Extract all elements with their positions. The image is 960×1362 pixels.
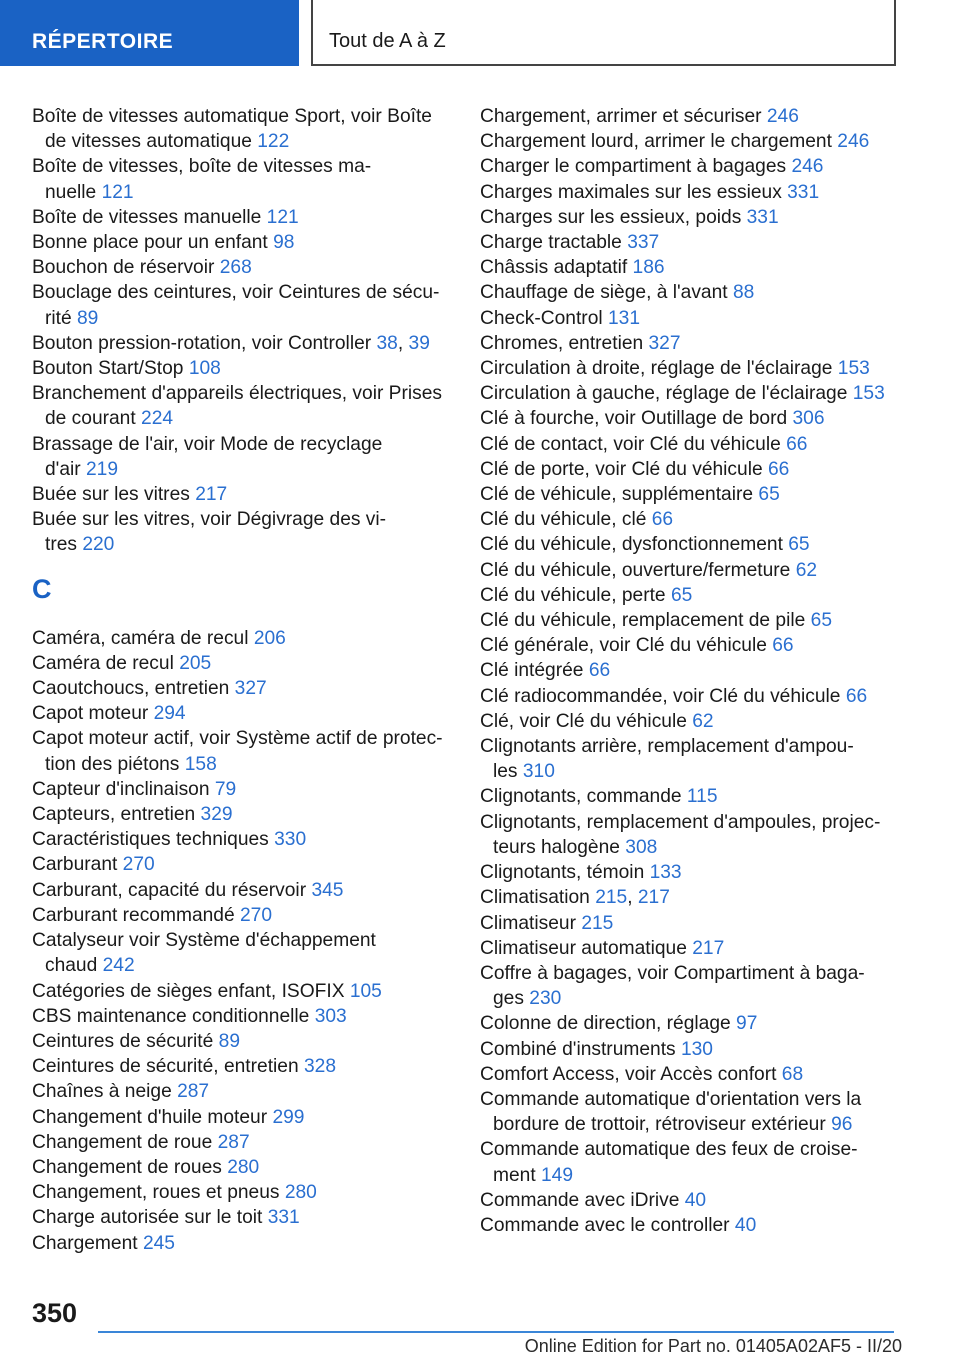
entry-text: les: [493, 761, 518, 783]
entry-text: tres: [45, 534, 77, 556]
index-entry: [480, 1188, 900, 1213]
page-reference-link[interactable]: 294: [153, 703, 186, 725]
page-reference-link[interactable]: 62: [692, 710, 714, 732]
entry-text: Changement d'huile moteur: [32, 1106, 268, 1128]
index-entry: [480, 280, 900, 305]
entry-text: Boîte de vitesses manuelle: [32, 206, 262, 228]
entry-text: Ceintures de sécurité: [32, 1030, 214, 1052]
page-reference-link[interactable]: 158: [184, 753, 217, 775]
entry-text: Clé générale, voir Clé du véhicule: [480, 635, 767, 657]
entry-text: Commande avec le controller: [480, 1214, 730, 1236]
index-entry: [480, 1087, 900, 1137]
page-reference-link[interactable]: 287: [217, 1131, 250, 1153]
index-entry: [480, 1062, 900, 1087]
entry-text: Chargement: [32, 1232, 138, 1254]
entry-text: Clignotants, témoin: [480, 862, 645, 884]
index-entry: [480, 583, 900, 608]
index-entry: [480, 482, 900, 507]
index-entry: [480, 1037, 900, 1062]
entry-text: Caméra, caméra de recul: [32, 627, 249, 649]
entry-text: Capteurs, entretien: [32, 804, 196, 826]
index-group-b: [32, 104, 452, 558]
page-reference-link[interactable]: 40: [684, 1189, 707, 1211]
entry-text: Comfort Access, voir Accès confort: [480, 1063, 777, 1085]
index-entry: [32, 432, 452, 482]
entry-text: Chaînes à neige: [32, 1081, 172, 1103]
index-entry: [480, 532, 900, 557]
page-reference-link[interactable]: 105: [349, 980, 382, 1002]
index-entry: [480, 911, 900, 936]
entry-text: Bouchon de réservoir: [32, 257, 215, 279]
page-reference-link[interactable]: 79: [214, 778, 237, 800]
page-reference-link[interactable]: 287: [177, 1081, 210, 1103]
index-entry: [32, 280, 452, 330]
page-reference-link[interactable]: 328: [303, 1056, 336, 1078]
entry-text: Catalyseur voir Système d'échappement: [32, 930, 376, 952]
entry-text: rité: [45, 307, 72, 329]
page-reference-link[interactable]: 331: [746, 206, 779, 228]
index-entry: [32, 1231, 452, 1256]
page-reference-link[interactable]: 217: [195, 484, 228, 506]
page-reference-link[interactable]: 345: [311, 879, 344, 901]
entry-text: Combiné d'instruments: [480, 1038, 676, 1060]
entry-text: Climatisation: [480, 887, 590, 909]
page-reference-link[interactable]: 65: [810, 610, 832, 632]
page-reference-link[interactable]: 215: [581, 912, 614, 934]
page-reference-link[interactable]: 66: [845, 685, 868, 707]
entry-text: Clé du véhicule, ouverture/fermeture: [480, 559, 791, 581]
index-group-c: [32, 626, 452, 1256]
page-reference-link[interactable]: 38: [376, 332, 398, 354]
entry-text: Clé radiocommandée, voir Clé du véhicule: [480, 685, 841, 707]
entry-text: Commande automatique des feux de croise-: [480, 1139, 858, 1161]
entry-text: Clé du véhicule, dysfonctionnement: [480, 534, 783, 556]
entry-text: Charge tractable: [480, 232, 622, 254]
index-entry: [32, 928, 452, 978]
page-reference-link[interactable]: 186: [632, 257, 665, 279]
index-entry: [480, 432, 900, 457]
entry-text: Clé de véhicule, supplémentaire: [480, 484, 754, 506]
page-reference-link[interactable]: 330: [274, 829, 307, 851]
page-reference-link[interactable]: 219: [86, 458, 119, 480]
entry-text: ment: [493, 1164, 536, 1186]
entry-text: Buée sur les vitres, voir Dégivrage des vi-: [32, 509, 387, 531]
index-entry: [32, 1079, 452, 1104]
entry-text: Changement de roues: [32, 1156, 222, 1178]
index-entry: [480, 406, 900, 431]
index-entry: [32, 507, 452, 557]
page-reference-link[interactable]: 66: [767, 458, 790, 480]
index-entry: [480, 608, 900, 633]
entry-text: de vitesses automatique: [45, 131, 252, 153]
page-reference-link[interactable]: 270: [239, 904, 272, 926]
footer-divider: [98, 1331, 894, 1333]
page-reference-link[interactable]: 133: [649, 862, 682, 884]
page-reference-link[interactable]: 217: [637, 887, 670, 909]
entry-text: ges: [493, 988, 524, 1010]
index-entry: [32, 827, 452, 852]
index-entry: [32, 777, 452, 802]
entry-text: Clé du véhicule, remplacement de pile: [480, 610, 806, 632]
index-entry: [480, 658, 900, 683]
index-entry: [480, 230, 900, 255]
index-entry: [32, 626, 452, 651]
page-reference-link[interactable]: 306: [792, 408, 825, 430]
page-reference-link[interactable]: 246: [791, 156, 824, 178]
page-reference-link[interactable]: 205: [179, 652, 212, 674]
page-reference-link[interactable]: 40: [734, 1214, 757, 1236]
entry-text: Colonne de direction, réglage: [480, 1013, 731, 1035]
page-reference-link[interactable]: 153: [852, 383, 885, 405]
section-tab: RÉPERTOIRE: [0, 0, 299, 66]
index-column-right: [480, 104, 900, 1238]
index-entry: [480, 507, 900, 532]
page-reference-link[interactable]: 65: [670, 584, 693, 606]
page-reference-link[interactable]: 153: [837, 358, 870, 380]
page-reference-link[interactable]: 98: [273, 232, 295, 254]
page-reference-link[interactable]: 39: [408, 332, 430, 354]
page-reference-link[interactable]: 115: [686, 786, 718, 808]
index-entry: [32, 676, 452, 701]
page-reference-link[interactable]: 327: [648, 332, 681, 354]
index-entry: [480, 104, 900, 129]
entry-text: de courant: [45, 408, 136, 430]
page-number: 350: [32, 1298, 78, 1328]
page-reference-link[interactable]: 149: [541, 1164, 574, 1186]
entry-text: Climatiseur: [480, 912, 576, 934]
index-entry: [32, 255, 452, 280]
entry-text: Clé intégrée: [480, 660, 584, 682]
index-entry: [32, 1029, 452, 1054]
index-entry: [480, 784, 900, 809]
page-reference-link[interactable]: 65: [758, 484, 780, 506]
entry-text: Capot moteur actif, voir Système actif de protec-: [32, 728, 443, 750]
entry-text: chaud: [45, 955, 98, 977]
entry-text: teurs halogène: [493, 836, 620, 858]
page-reference-link[interactable]: 122: [257, 131, 290, 153]
index-entry: [480, 684, 900, 709]
page-reference-link[interactable]: 89: [218, 1030, 240, 1052]
page-reference-link[interactable]: 246: [766, 106, 799, 127]
entry-text: Carburant: [32, 854, 118, 876]
index-entry: [32, 903, 452, 928]
page-reference-link[interactable]: 66: [588, 660, 611, 682]
page-reference-link[interactable]: 66: [772, 635, 794, 657]
page-reference-link[interactable]: 327: [234, 678, 267, 700]
letter-heading: C: [32, 573, 52, 604]
entry-text: CBS maintenance conditionnelle: [32, 1005, 310, 1027]
index-entry: [32, 154, 452, 204]
page-reference-link[interactable]: 246: [837, 131, 870, 153]
entry-text: Clé du véhicule, clé: [480, 509, 647, 531]
page-reference-link[interactable]: 206: [253, 627, 286, 649]
entry-text: Bouton pression-rotation, voir Controller: [32, 332, 372, 354]
entry-text: Coffre à bagages, voir Compartiment à baga-: [480, 962, 865, 984]
index-entry: [32, 1004, 452, 1029]
index-entry: [480, 1011, 900, 1036]
index-entry: [32, 1130, 452, 1155]
index-entry: [480, 331, 900, 356]
index-entry: [480, 356, 900, 381]
index-entry: [32, 230, 452, 255]
entry-text: bordure de trottoir, rétroviseur extérieur: [493, 1114, 826, 1136]
index-entry: [480, 936, 900, 961]
page-reference-link[interactable]: 270: [122, 854, 155, 876]
entry-text: Caractéristiques techniques: [32, 829, 269, 851]
entry-text: Catégories de sièges enfant, ISOFIX: [32, 980, 345, 1002]
index-entry: [32, 1105, 452, 1130]
page-reference-link[interactable]: 66: [786, 433, 808, 455]
index-entry: [32, 482, 452, 507]
page-reference-link[interactable]: 130: [680, 1038, 713, 1060]
page-reference-link[interactable]: 331: [267, 1207, 300, 1229]
edition-footer: Online Edition for Part no. 01405A02AF5 - II/20: [524, 1336, 902, 1356]
page-reference-link[interactable]: 299: [272, 1106, 305, 1128]
entry-text: Commande avec iDrive: [480, 1189, 680, 1211]
entry-text: Capot moteur: [32, 703, 149, 725]
index-entry: [32, 726, 452, 776]
index-entry: Bouton pression-rotation, voir Controller 38, 39: [32, 332, 430, 354]
index-entry: [32, 205, 452, 230]
index-entry: [480, 734, 900, 784]
index-entry: [32, 701, 452, 726]
entry-text: Chargement, arrimer et sécuriser: [480, 106, 762, 127]
page-reference-link[interactable]: 96: [831, 1114, 853, 1136]
index-entry: [480, 381, 900, 406]
page-reference-link[interactable]: 131: [607, 307, 640, 329]
page-reference-link[interactable]: 217: [692, 937, 725, 959]
index-entry: [32, 651, 452, 676]
entry-text: d'air: [45, 458, 81, 480]
page-reference-link[interactable]: 331: [787, 181, 820, 203]
entry-text: Changement de roue: [32, 1131, 213, 1153]
index-entry: [480, 180, 900, 205]
entry-text: Ceintures de sécurité, entretien: [32, 1056, 299, 1078]
page-reference-link[interactable]: 337: [627, 232, 660, 254]
page-reference-link[interactable]: 215: [595, 887, 628, 909]
page-reference-link[interactable]: 89: [77, 307, 99, 329]
entry-text: Clé de porte, voir Clé du véhicule: [480, 458, 763, 480]
index-entry: [480, 709, 900, 734]
page-reference-link[interactable]: 268: [219, 257, 252, 279]
index-entry: [480, 860, 900, 885]
index-entry: [32, 1054, 452, 1079]
index-entry: [480, 154, 900, 179]
entry-text: Commande automatique d'orientation vers la: [480, 1088, 862, 1110]
page-reference-link[interactable]: 329: [200, 804, 233, 826]
entry-text: Clé à fourche, voir Outillage de bord: [480, 408, 788, 430]
index-group-c-continued: [480, 104, 900, 1238]
entry-text: Chromes, entretien: [480, 332, 644, 354]
index-entry: [32, 1155, 452, 1180]
entry-text: Clé du véhicule, perte: [480, 584, 666, 606]
entry-text: tion des piétons: [45, 753, 180, 775]
entry-text: Chauffage de siège, à l'avant: [480, 282, 728, 304]
index-entry: [32, 878, 452, 903]
page-reference-link[interactable]: 303: [314, 1005, 347, 1027]
entry-text: Charges sur les essieux, poids: [480, 206, 742, 228]
page-reference-link[interactable]: 97: [736, 1013, 758, 1035]
entry-text: Chargement lourd, arrimer le chargement: [480, 131, 832, 153]
index-entry: [32, 979, 452, 1004]
entry-text: Carburant recommandé: [32, 904, 235, 926]
page-reference-link[interactable]: 108: [188, 358, 221, 380]
index-entry: [480, 558, 900, 583]
page-reference-link[interactable]: 230: [529, 988, 562, 1010]
entry-text: Carburant, capacité du réservoir: [32, 879, 307, 901]
entry-text: Clignotants, commande: [480, 786, 682, 808]
index-entry: [480, 633, 900, 658]
page-reference-link[interactable]: 310: [522, 761, 555, 783]
page-reference-link[interactable]: 121: [101, 181, 134, 203]
index-entry: [32, 1180, 452, 1205]
entry-text: Châssis adaptatif: [480, 257, 628, 279]
entry-text: Boîte de vitesses, boîte de vitesses ma-: [32, 156, 372, 178]
entry-text: Clé, voir Clé du véhicule: [480, 710, 687, 732]
entry-text: nuelle: [45, 181, 97, 203]
page-reference-link[interactable]: 242: [102, 955, 135, 977]
index-entry: [32, 356, 452, 381]
entry-text: Bonne place pour un enfant: [32, 232, 268, 254]
page-reference-link[interactable]: 224: [141, 408, 174, 430]
entry-text: Boîte de vitesses automatique Sport, voir Boîte: [32, 106, 432, 127]
index-entry: [32, 104, 452, 154]
page-header: [0, 0, 960, 66]
entry-text: Clé de contact, voir Clé du véhicule: [480, 433, 781, 455]
entry-text: Charge autorisée sur le toit: [32, 1207, 263, 1229]
page-reference-link[interactable]: 68: [781, 1063, 804, 1085]
page-reference-link[interactable]: 245: [142, 1232, 175, 1254]
entry-text: Charger le compartiment à bagages: [480, 156, 787, 178]
entry-text: Circulation à gauche, réglage de l'éclairage: [480, 383, 848, 405]
entry-text: Changement, roues et pneus: [32, 1182, 280, 1204]
page-reference-link[interactable]: 121: [266, 206, 299, 228]
page-reference-link[interactable]: 308: [625, 836, 658, 858]
index-entry: [480, 1137, 900, 1187]
index-entry: [480, 129, 900, 154]
entry-text: Caméra de recul: [32, 652, 174, 674]
entry-text: Branchement d'appareils électriques, voir Prises: [32, 383, 442, 405]
index-entry: [32, 1205, 452, 1230]
entry-text: Clignotants arrière, remplacement d'ampou-: [480, 736, 854, 758]
page-reference-link[interactable]: 65: [788, 534, 810, 556]
section-subtitle: Tout de A à Z: [311, 0, 896, 66]
entry-text: Bouclage des ceintures, voir Ceintures de sécu-: [32, 282, 440, 304]
entry-text: Capteur d'inclinaison: [32, 778, 210, 800]
index-entry: [480, 810, 900, 860]
page-reference-link[interactable]: 66: [651, 509, 674, 531]
index-entry: [480, 255, 900, 280]
index-entry: [32, 852, 452, 877]
entry-text: Charges maximales sur les essieux: [480, 181, 782, 203]
entry-text: Bouton Start/Stop: [32, 358, 184, 380]
index-entry: [32, 381, 452, 431]
entry-text: Circulation à droite, réglage de l'éclairage: [480, 358, 833, 380]
entry-text: Clignotants, remplacement d'ampoules, projec-: [480, 811, 881, 833]
page-reference-link[interactable]: 62: [795, 559, 818, 581]
page-reference-link[interactable]: 280: [227, 1156, 260, 1178]
index-entry: [480, 1213, 900, 1238]
entry-text: Check-Control: [480, 307, 603, 329]
page-reference-link[interactable]: 220: [82, 534, 115, 556]
page-reference-link[interactable]: 280: [284, 1182, 317, 1204]
index-entry: [480, 457, 900, 482]
index-entry: [480, 961, 900, 1011]
entry-text: Brassage de l'air, voir Mode de recyclage: [32, 433, 383, 455]
index-entry: [480, 306, 900, 331]
entry-text: Caoutchoucs, entretien: [32, 678, 230, 700]
index-entry: Climatisation 215, 217: [480, 887, 670, 909]
entry-text: Buée sur les vitres: [32, 484, 190, 506]
page-reference-link[interactable]: 88: [732, 282, 755, 304]
index-column-left: [32, 104, 452, 1256]
index-entry: [480, 205, 900, 230]
entry-text: Climatiseur automatique: [480, 937, 687, 959]
index-entry: [32, 802, 452, 827]
